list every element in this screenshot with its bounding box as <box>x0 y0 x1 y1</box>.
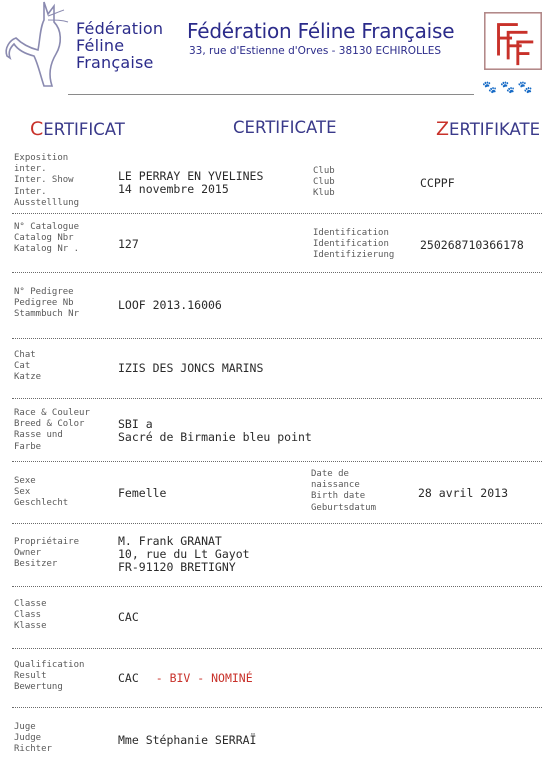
title-fr-rest: ERTIFICAT <box>43 120 125 139</box>
org-address: 33, rue d'Estienne d'Orves - 38130 ECHIROLLES <box>189 45 442 57</box>
exposition-value <box>118 170 263 196</box>
label-line: Class <box>14 610 42 621</box>
label-line: Owner <box>14 548 42 559</box>
label-line: Katze <box>14 372 42 383</box>
paw-prints-icon: 🐾🐾🐾 <box>482 80 536 94</box>
catalogue-labels <box>14 222 79 256</box>
label-line: Birth date <box>311 491 366 502</box>
qualification-award: - BIV - NOMINÉ <box>155 671 253 685</box>
label-line: Inter. <box>14 186 47 197</box>
owner-name: M. Frank GRANAT <box>118 534 222 548</box>
label-line: Race & Couleur <box>14 408 90 418</box>
exposition-labels <box>14 153 79 209</box>
class-labels <box>14 599 47 633</box>
label-line: N° Pedigree <box>14 287 74 297</box>
label-line: Identification <box>313 228 389 238</box>
label-line: Klasse <box>14 621 47 632</box>
fff-logo <box>484 12 542 70</box>
breed-code: SBI a <box>118 417 153 431</box>
pedigree-value: LOOF 2013.16006 <box>118 298 222 312</box>
label-line: Geschlecht <box>14 498 69 509</box>
label-line: Qualification <box>14 660 85 670</box>
race-value <box>118 418 312 444</box>
label-line: Bewertung <box>14 682 63 693</box>
owner-street: 10, rue du Lt Gayot <box>118 547 250 561</box>
club-labels <box>313 166 335 200</box>
qualification-labels <box>14 660 84 694</box>
label-line: Identifizierung <box>313 250 395 261</box>
qualification-main: CAC <box>118 671 139 685</box>
label-line: Geburtsdatum <box>311 502 377 513</box>
label-line: Club <box>313 177 335 188</box>
birth-labels <box>311 469 376 514</box>
label-line: Cat <box>14 361 31 372</box>
label-line: Inter. Show <box>14 175 74 186</box>
brand-line-2: Féline <box>76 36 125 55</box>
label-line: Besitzer <box>14 559 58 570</box>
class-value: CAC <box>118 610 139 624</box>
exposition-date: 14 novembre 2015 <box>118 182 229 196</box>
header-divider <box>68 94 474 95</box>
label-line: Club <box>313 166 335 176</box>
row-divider <box>12 272 542 273</box>
title-de-initial: Z <box>436 118 450 140</box>
label-line: inter. <box>14 164 47 175</box>
label-line: Richter <box>14 744 52 755</box>
label-line: Breed & Color <box>14 419 85 430</box>
brand-line-1: Fédération <box>76 19 164 38</box>
header <box>0 0 550 100</box>
row-divider <box>12 648 542 649</box>
brand-text <box>76 20 163 71</box>
qualification-value <box>118 672 253 685</box>
breed-name: Sacré de Birmanie bleu point <box>118 430 312 444</box>
label-line: Klub <box>313 188 335 199</box>
label-line: Chat <box>14 350 36 360</box>
label-line: Sexe <box>14 476 36 486</box>
identification-labels <box>313 228 394 262</box>
cat-name-value: IZIS DES JONCS MARINS <box>118 361 264 375</box>
race-labels <box>14 408 90 453</box>
label-line: Ausstelllung <box>14 197 80 208</box>
club-value: CCPPF <box>420 176 455 190</box>
label-line: Date de <box>311 469 349 479</box>
row-divider <box>12 461 542 462</box>
pedigree-labels <box>14 287 79 321</box>
catalogue-value: 127 <box>118 237 139 251</box>
label-line: naissance <box>311 480 360 491</box>
label-line: Stammbuch Nr <box>14 309 80 320</box>
judge-value: Mme Stéphanie SERRAÏ <box>118 733 257 747</box>
label-line: Katalog Nr . <box>14 244 80 255</box>
judge-labels <box>14 722 52 756</box>
sex-value: Femelle <box>118 486 167 500</box>
title-fr <box>30 118 125 140</box>
owner-city: FR-91120 BRETIGNY <box>118 560 236 574</box>
title-de <box>436 118 540 140</box>
label-line: Catalog Nbr <box>14 233 74 244</box>
sex-labels <box>14 476 68 510</box>
row-divider <box>12 338 542 339</box>
label-line: Pedigree Nb <box>14 298 74 309</box>
certificate-titles <box>0 118 550 142</box>
title-fr-initial: C <box>30 118 44 140</box>
exposition-name: LE PERRAY EN YVELINES <box>118 169 264 183</box>
label-line: Judge <box>14 733 42 744</box>
cat-silhouette-logo <box>4 0 74 90</box>
row-divider <box>12 523 542 524</box>
brand-line-3: Française <box>76 53 154 72</box>
label-line: Classe <box>14 599 47 609</box>
label-line: N° Catalogue <box>14 222 80 232</box>
label-line: Exposition <box>14 153 69 163</box>
org-name: Fédération Féline Française <box>187 19 455 43</box>
label-line: Farbe <box>14 441 42 452</box>
row-divider <box>12 213 542 214</box>
label-line: Identification <box>313 239 389 250</box>
identification-value: 250268710366178 <box>420 238 524 252</box>
title-de-rest: ERTIFIKATE <box>449 120 541 139</box>
row-divider <box>12 707 542 708</box>
row-divider <box>12 398 542 399</box>
fff-logo-mark: FFF <box>488 65 491 67</box>
label-line: Rasse und <box>14 430 63 441</box>
label-line: Sex <box>14 487 31 498</box>
label-line: Juge <box>14 722 36 732</box>
birth-date-value: 28 avril 2013 <box>418 486 509 500</box>
chat-labels <box>14 350 41 384</box>
title-en: CERTIFICATE <box>233 118 337 137</box>
owner-value <box>118 535 250 574</box>
label-line: Propriétaire <box>14 537 80 547</box>
owner-labels <box>14 537 79 571</box>
row-divider <box>12 586 542 587</box>
label-line: Result <box>14 671 47 682</box>
